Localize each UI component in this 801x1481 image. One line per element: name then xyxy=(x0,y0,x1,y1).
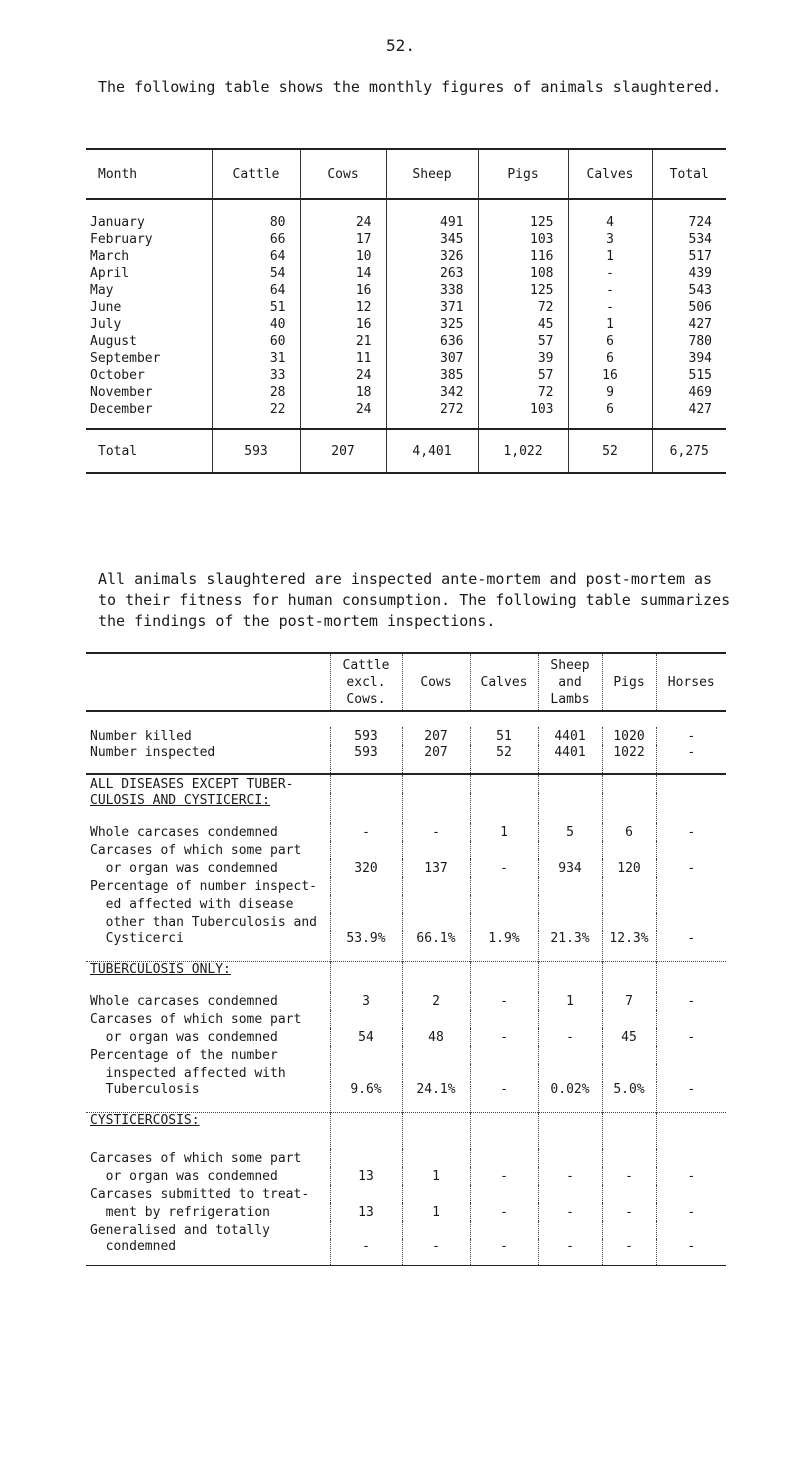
table-cell: 1020 xyxy=(602,727,656,745)
column-header: Horses xyxy=(656,653,726,711)
table-cell: 342 xyxy=(386,384,478,401)
column-header: Cattle excl. Cows. xyxy=(330,653,402,711)
table-cell: 52 xyxy=(470,745,538,774)
table-cell: 12.3% xyxy=(602,931,656,962)
table-row xyxy=(86,199,726,231)
table-cell: 21 xyxy=(300,333,386,350)
table-cell: 593 xyxy=(330,727,402,745)
table-cell: 3 xyxy=(568,231,652,248)
table-cell: - xyxy=(470,1028,538,1046)
table-cell: 18 xyxy=(300,384,386,401)
table-cell: 3 xyxy=(330,992,402,1010)
table-cell: - xyxy=(402,1239,470,1266)
table-cell: 120 xyxy=(602,859,656,877)
table-cell: - xyxy=(602,1167,656,1185)
table-cell: 24 xyxy=(300,367,386,384)
table-row xyxy=(86,859,726,877)
table-cell: 16 xyxy=(568,367,652,384)
table-row xyxy=(86,367,726,384)
table-cell: - xyxy=(470,859,538,877)
table-cell: 6 xyxy=(568,350,652,367)
table-cell: 48 xyxy=(402,1028,470,1046)
table-cell: 469 xyxy=(652,384,726,401)
table-row xyxy=(86,913,726,931)
month-cell: June xyxy=(90,300,122,315)
table-cell: 125 xyxy=(478,282,568,299)
table-cell: - xyxy=(602,1239,656,1266)
table-cell: 1022 xyxy=(602,745,656,774)
column-header: Cows xyxy=(402,653,470,711)
table-cell: - xyxy=(656,859,726,877)
table-cell: - xyxy=(656,823,726,841)
table-cell: 439 xyxy=(652,265,726,282)
table-cell: 11 xyxy=(300,350,386,367)
monthly-slaughter-table xyxy=(86,148,726,474)
table-cell: 534 xyxy=(652,231,726,248)
page-number: 52. xyxy=(386,36,415,55)
table-row xyxy=(86,333,726,350)
table-cell: 66.1% xyxy=(402,931,470,962)
table-cell: 53.9% xyxy=(330,931,402,962)
table-row xyxy=(86,745,726,774)
column-header xyxy=(86,653,330,711)
table-cell: 103 xyxy=(478,231,568,248)
row-label: Percentage of the number xyxy=(90,1047,278,1063)
table-row xyxy=(86,1010,726,1028)
table-cell: 24.1% xyxy=(402,1082,470,1113)
table-row xyxy=(86,350,726,367)
table-cell: 57 xyxy=(478,333,568,350)
table-cell: 14 xyxy=(300,265,386,282)
table-cell: - xyxy=(656,1167,726,1185)
table-cell: 4 xyxy=(568,199,652,231)
table-cell: 45 xyxy=(478,316,568,333)
table-row xyxy=(86,401,726,429)
table-cell: 28 xyxy=(212,384,300,401)
table-cell: - xyxy=(330,823,402,841)
month-cell: November xyxy=(90,385,153,400)
table-cell: - xyxy=(538,1167,602,1185)
table-row xyxy=(86,931,726,962)
table-cell: 22 xyxy=(212,401,300,429)
table-cell: 543 xyxy=(652,282,726,299)
table-cell: 52 xyxy=(568,429,652,473)
table-cell: 636 xyxy=(386,333,478,350)
row-label: Whole carcases condemned xyxy=(90,824,278,840)
section-title: CYSTICERCOSIS: xyxy=(86,1113,330,1150)
month-cell: January xyxy=(90,215,145,230)
row-label: Whole carcases condemned xyxy=(90,993,278,1009)
table-row xyxy=(86,1028,726,1046)
table-cell: 72 xyxy=(478,384,568,401)
table-cell: 9 xyxy=(568,384,652,401)
month-cell: December xyxy=(90,402,153,417)
table-cell: 0.02% xyxy=(538,1082,602,1113)
column-header: Month xyxy=(86,149,212,199)
table-row xyxy=(86,1203,726,1221)
table-cell: 427 xyxy=(652,316,726,333)
table-row xyxy=(86,316,726,333)
inspection-paragraph: All animals slaughtered are inspected ante-mortem and post-mortem as to their fitness for human consumption. The following table summarizes the findings of the post-mortem inspections. xyxy=(98,570,740,630)
column-header: Calves xyxy=(568,149,652,199)
table-cell: 4,401 xyxy=(386,429,478,473)
row-label: or organ was condemned xyxy=(90,860,278,876)
table-row xyxy=(86,823,726,841)
row-label: Carcases of which some part xyxy=(90,1011,302,1027)
section-title: CULOSIS AND CYSTICERCI: xyxy=(90,793,271,808)
table-cell: - xyxy=(656,992,726,1010)
table-cell: 934 xyxy=(538,859,602,877)
table-cell: - xyxy=(656,1203,726,1221)
table-header-row xyxy=(86,149,726,199)
table-cell: 6,275 xyxy=(652,429,726,473)
row-label: Generalised and totally xyxy=(90,1222,271,1238)
column-header: Sheep xyxy=(386,149,478,199)
table-cell: 66 xyxy=(212,231,300,248)
table-cell: 1 xyxy=(402,1203,470,1221)
table-cell: 1 xyxy=(568,248,652,265)
table-cell: 7 xyxy=(602,992,656,1010)
table-cell: 13 xyxy=(330,1167,402,1185)
table-header-row xyxy=(86,653,726,711)
table-cell: 371 xyxy=(386,299,478,316)
section-heading-row xyxy=(86,793,726,823)
month-cell: May xyxy=(90,283,114,298)
table-cell: 31 xyxy=(212,350,300,367)
table-cell: - xyxy=(538,1203,602,1221)
row-label: Carcases submitted to treat- xyxy=(90,1186,310,1202)
table-row xyxy=(86,384,726,401)
column-header: Total xyxy=(652,149,726,199)
table-cell: 724 xyxy=(652,199,726,231)
table-cell: 207 xyxy=(300,429,386,473)
table-cell: 51 xyxy=(212,299,300,316)
table-cell: 40 xyxy=(212,316,300,333)
table-row xyxy=(86,1149,726,1167)
post-mortem-findings-table xyxy=(86,652,726,1266)
table-cell: 80 xyxy=(212,199,300,231)
table-cell: 345 xyxy=(386,231,478,248)
table-cell: 24 xyxy=(300,199,386,231)
row-label: other than Tuberculosis and xyxy=(90,914,317,930)
table-row xyxy=(86,841,726,859)
table-cell: 54 xyxy=(330,1028,402,1046)
row-label: ment by refrigeration xyxy=(90,1204,271,1220)
table-cell: 385 xyxy=(386,367,478,384)
table-cell: 1 xyxy=(402,1167,470,1185)
row-label: Cysticerci xyxy=(90,931,184,946)
column-header: Pigs xyxy=(602,653,656,711)
table-row xyxy=(86,1082,726,1113)
row-label: Carcases of which some part xyxy=(90,842,302,858)
section-heading-row xyxy=(86,1113,726,1150)
column-header: Cows xyxy=(300,149,386,199)
table-cell: 9.6% xyxy=(330,1082,402,1113)
table-cell: 24 xyxy=(300,401,386,429)
table-cell: Total xyxy=(86,429,212,473)
table-cell: - xyxy=(656,727,726,745)
table-cell: 108 xyxy=(478,265,568,282)
table-cell: 16 xyxy=(300,316,386,333)
row-label: Percentage of number inspect- xyxy=(90,878,317,894)
table-cell: - xyxy=(656,745,726,774)
table-cell: 5.0% xyxy=(602,1082,656,1113)
intro-paragraph: The following table shows the monthly figures of animals slaughtered. xyxy=(98,78,722,96)
row-label: ed affected with disease xyxy=(90,896,294,912)
table-cell: 1 xyxy=(568,316,652,333)
table-row xyxy=(86,877,726,895)
table-cell: - xyxy=(656,1239,726,1266)
section-heading-row xyxy=(86,774,726,793)
table-cell: - xyxy=(538,1028,602,1046)
section-title: TUBERCULOSIS ONLY: xyxy=(86,962,330,993)
table-row xyxy=(86,895,726,913)
table-cell: 64 xyxy=(212,248,300,265)
row-label: Number killed xyxy=(90,728,192,744)
row-label: inspected affected with xyxy=(90,1065,286,1081)
table-cell: 515 xyxy=(652,367,726,384)
table-row xyxy=(86,1239,726,1266)
table-row xyxy=(86,282,726,299)
table-cell: 60 xyxy=(212,333,300,350)
table-cell: 207 xyxy=(402,727,470,745)
month-cell: April xyxy=(90,266,130,281)
month-cell: September xyxy=(90,351,161,366)
table-cell: - xyxy=(470,1082,538,1113)
table-cell: 491 xyxy=(386,199,478,231)
month-cell: March xyxy=(90,249,130,264)
row-label: or organ was condemned xyxy=(90,1168,278,1184)
table-cell: 517 xyxy=(652,248,726,265)
table-row xyxy=(86,992,726,1010)
total-row xyxy=(86,429,726,473)
row-label: or organ was condemned xyxy=(90,1029,278,1045)
table-row xyxy=(86,1167,726,1185)
table-row xyxy=(86,1221,726,1239)
table-cell: 326 xyxy=(386,248,478,265)
table-cell: 593 xyxy=(330,745,402,774)
table-cell: 5 xyxy=(538,823,602,841)
table-cell: 207 xyxy=(402,745,470,774)
month-cell: August xyxy=(90,334,137,349)
month-cell: October xyxy=(90,368,145,383)
table-cell: - xyxy=(470,992,538,1010)
table-cell: 103 xyxy=(478,401,568,429)
column-header: Pigs xyxy=(478,149,568,199)
table-cell: 33 xyxy=(212,367,300,384)
table-cell: - xyxy=(470,1239,538,1266)
column-header: Cattle xyxy=(212,149,300,199)
table-cell: - xyxy=(568,265,652,282)
table-cell: - xyxy=(656,931,726,962)
table-cell: - xyxy=(402,823,470,841)
table-cell: 6 xyxy=(568,333,652,350)
table-cell: 780 xyxy=(652,333,726,350)
table-cell: 51 xyxy=(470,727,538,745)
column-header: Sheep and Lambs xyxy=(538,653,602,711)
table-cell: 17 xyxy=(300,231,386,248)
table-cell: 338 xyxy=(386,282,478,299)
month-cell: July xyxy=(90,317,122,332)
table-cell: 2 xyxy=(402,992,470,1010)
table-cell: 137 xyxy=(402,859,470,877)
table-cell: 272 xyxy=(386,401,478,429)
table-cell: 21.3% xyxy=(538,931,602,962)
month-cell: February xyxy=(90,232,153,247)
table-cell: - xyxy=(656,1082,726,1113)
column-header: Calves xyxy=(470,653,538,711)
table-cell: - xyxy=(330,1239,402,1266)
section-heading-row xyxy=(86,962,726,993)
table-cell: 325 xyxy=(386,316,478,333)
table-cell: - xyxy=(470,1203,538,1221)
row-label: condemned xyxy=(86,1239,330,1266)
table-cell: 13 xyxy=(330,1203,402,1221)
table-cell: - xyxy=(538,1239,602,1266)
table-cell: 307 xyxy=(386,350,478,367)
table-row xyxy=(86,1046,726,1064)
table-cell: 12 xyxy=(300,299,386,316)
table-row xyxy=(86,1185,726,1203)
table-cell: 1.9% xyxy=(470,931,538,962)
table-cell: - xyxy=(656,1028,726,1046)
table-cell: 1 xyxy=(538,992,602,1010)
table-cell: 6 xyxy=(602,823,656,841)
table-cell: 506 xyxy=(652,299,726,316)
table-cell: 125 xyxy=(478,199,568,231)
table-cell: 64 xyxy=(212,282,300,299)
table-cell: - xyxy=(602,1203,656,1221)
table-cell: 39 xyxy=(478,350,568,367)
table-cell: 593 xyxy=(212,429,300,473)
table-cell: 10 xyxy=(300,248,386,265)
table-cell: 45 xyxy=(602,1028,656,1046)
table-cell: 427 xyxy=(652,401,726,429)
table-cell: - xyxy=(568,299,652,316)
table-cell: 16 xyxy=(300,282,386,299)
table-cell: 263 xyxy=(386,265,478,282)
table-cell: 4401 xyxy=(538,745,602,774)
table-cell: - xyxy=(568,282,652,299)
table-cell: 116 xyxy=(478,248,568,265)
table-cell: 72 xyxy=(478,299,568,316)
row-label: Carcases of which some part xyxy=(90,1150,302,1166)
table-row xyxy=(86,248,726,265)
table-cell: 1 xyxy=(470,823,538,841)
table-cell: 57 xyxy=(478,367,568,384)
table-row xyxy=(86,265,726,282)
table-row xyxy=(86,1064,726,1082)
table-cell: 1,022 xyxy=(478,429,568,473)
table-cell: 6 xyxy=(568,401,652,429)
section-title: ALL DISEASES EXCEPT TUBER- xyxy=(86,774,330,793)
row-label: Number inspected xyxy=(90,745,216,760)
table-row xyxy=(86,727,726,745)
table-cell: 4401 xyxy=(538,727,602,745)
table-cell: 394 xyxy=(652,350,726,367)
table-cell: 54 xyxy=(212,265,300,282)
table-cell: 320 xyxy=(330,859,402,877)
table-row xyxy=(86,299,726,316)
table-row xyxy=(86,231,726,248)
row-label: Tuberculosis xyxy=(90,1082,200,1097)
table-cell: - xyxy=(470,1167,538,1185)
